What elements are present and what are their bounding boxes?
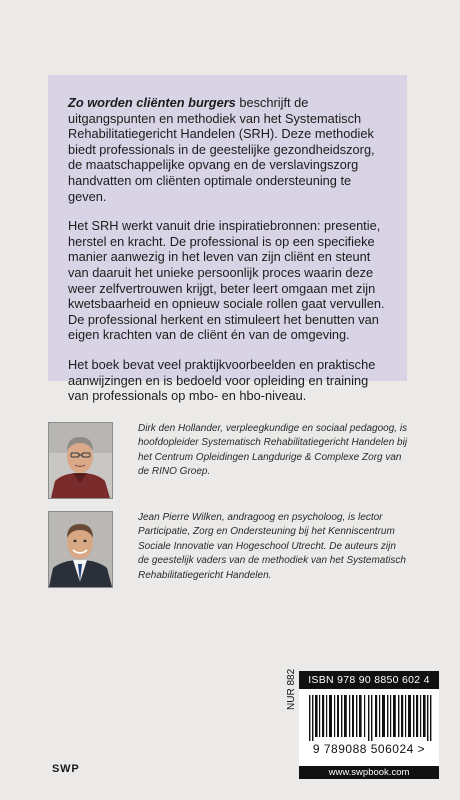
publisher-website: www.swpbook.com [299, 766, 439, 779]
blurb-paragraph-2: Het SRH werkt vanuit drie inspiratiebronnen: presentie, herstel en kracht. De professional is op een specifieke manier aanwezig in het leven van zijn cliënt en steunt van daaruit het unieke persoonlijk proces waarin deze weer zelfvertrouwen krijgt, beter leert omgaan met zijn kwetsbaarheid en opnieuw sociale rollen gaat vervullen. De professional herkent en stimuleert het benutten van eigen krachten van de cliënt én van de omgeving. [68, 218, 385, 343]
blurb-paragraph-1-text: beschrijft de uitgangspunten en methodiek van het Systematisch Rehabilitatiegericht Handelen (SRH). Deze methodiek biedt professionals in de geestelijke gezondheidszorg, de maatschappelijke opvang en de verslavingszorg handvatten om cliënten optimale ondersteuning te geven. [68, 95, 375, 204]
publisher-logo: SWP [52, 763, 80, 775]
book-title: Zo worden cliënten burgers [68, 95, 236, 110]
author-bio-1: Dirk den Hollander, verpleegkundige en sociaal pedagoog, is hoofdopleider Systematisch Rehabilitatiegericht Handelen bij het Centrum Opleidingen Langdurige & Complexe Zorg van de RINO Groep. [138, 423, 408, 478]
barcode-block [299, 671, 439, 766]
barcode-icon [307, 695, 433, 741]
blurb-box [48, 75, 407, 404]
author-portrait-2 [49, 512, 112, 587]
blurb-paragraph-1 [68, 95, 387, 204]
barcode-digits: 9 789088 506024 > [312, 742, 426, 756]
author-portrait-1 [49, 423, 112, 498]
author-photo-2 [48, 511, 113, 588]
isbn-label: ISBN 978 90 8850 602 4 [299, 671, 439, 689]
nur-code: NUR 882 [286, 668, 297, 710]
author-bio-2: Jean Pierre Wilken, andragoog en psycholoog, is lector Participatie, Zorg en Ondersteuning bij het Kenniscentrum Sociale Innovatie van Hogeschool Utrecht. De auteurs zijn de geestelijk vaders van de methodiek van het Systematisch Rehabilitatiegericht Handelen. [138, 512, 406, 581]
author-photo-1 [48, 422, 113, 499]
blurb-paragraph-3: Het boek bevat veel praktijkvoorbeelden en praktische aanwijzingen en is bedoeld voor opleiding en training van professionals op mbo- en hbo-niveau. [68, 356, 376, 404]
